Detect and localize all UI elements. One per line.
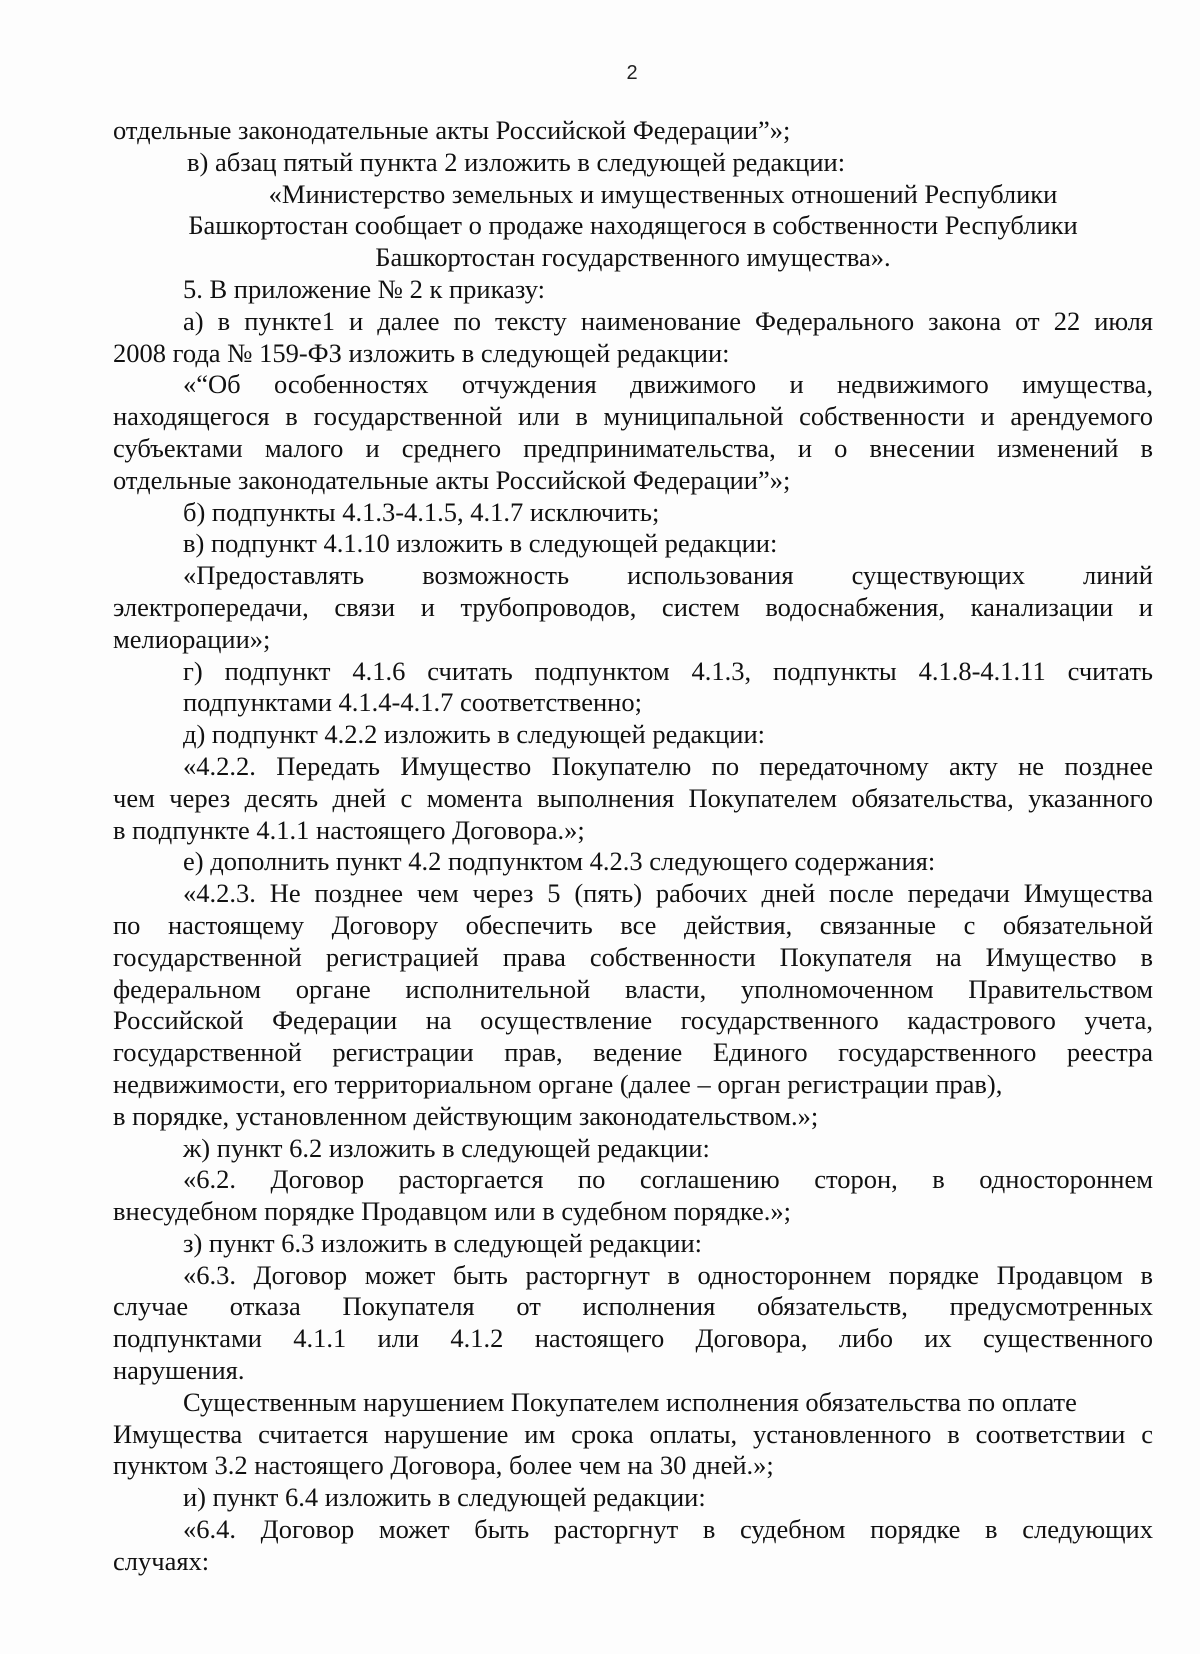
text-line: Башкортостан сообщает о продаже находящегося в собственности Республики xyxy=(188,210,1078,241)
text-line: в подпункте 4.1.1 настоящего Договора.»; xyxy=(113,814,585,845)
text-line: пунктом 3.2 настоящего Договора, более чем на 30 дней.»; xyxy=(113,1450,774,1481)
text-line: находящегося в государственной или в муниципальной собственности и арендуемого xyxy=(113,401,1153,432)
text-line: подпунктами 4.1.1 или 4.1.2 настоящего Договора, либо их существенного xyxy=(113,1323,1153,1354)
text-line: «4.2.3. Не позднее чем через 5 (пять) рабочих дней после передачи Имущества xyxy=(183,878,1153,909)
text-line: и) пункт 6.4 изложить в следующей редакции: xyxy=(183,1482,706,1513)
text-line: «Предоставлять возможность использования существующих линий xyxy=(183,560,1153,591)
text-line: государственной регистрации прав, ведение Единого государственного реестра xyxy=(113,1037,1153,1068)
page-number: 2 xyxy=(626,62,638,84)
text-line: отдельные законодательные акты Российской Федерации”»; xyxy=(113,115,791,145)
text-line: Российской Федерации на осуществление государственного кадастрового учета, xyxy=(113,1005,1153,1036)
text-line: Существенным нарушением Покупателем исполнения обязательства по оплате xyxy=(183,1386,1077,1417)
text-line: «6.4. Договор может быть расторгнут в судебном порядке в следующих xyxy=(183,1514,1153,1545)
text-line: подпунктами 4.1.4-4.1.7 соответственно; xyxy=(183,687,642,718)
text-line: недвижимости, его территориальном органе (далее – орган регистрации прав), xyxy=(113,1068,1003,1099)
text-line: ж) пункт 6.2 изложить в следующей редакции: xyxy=(183,1132,710,1163)
text-line: чем через десять дней с момента выполнения Покупателем обязательства, указанного xyxy=(113,782,1153,813)
text-line: е) дополнить пункт 4.2 подпунктом 4.2.3 следующего содержания: xyxy=(183,846,936,877)
text-line: федеральном органе исполнительной власти, уполномоченном Правительством xyxy=(113,973,1153,1004)
text-line: «6.2. Договор расторгается по соглашению сторон, в одностороннем xyxy=(183,1164,1153,1195)
text-line: по настоящему Договору обеспечить все действия, связанные с обязательной xyxy=(113,909,1153,940)
text-line: г) подпункт 4.1.6 считать подпунктом 4.1.3, подпункты 4.1.8-4.1.11 считать xyxy=(183,655,1153,686)
text-line: з) пункт 6.3 изложить в следующей редакции: xyxy=(183,1227,702,1258)
text-line: в) абзац пятый пункта 2 изложить в следующей редакции: xyxy=(187,146,846,177)
text-line: «6.3. Договор может быть расторгнут в одностороннем порядке Продавцом в xyxy=(183,1259,1153,1290)
text-line: отдельные законодательные акты Российской Федерации”»; xyxy=(113,464,791,495)
text-line: 2008 года № 159-ФЗ изложить в следующей редакции: xyxy=(113,337,730,368)
text-line: мелиорации»; xyxy=(113,623,271,654)
text-line: случае отказа Покупателя от исполнения обязательств, предусмотренных xyxy=(113,1291,1153,1322)
text-line: «“Об особенностях отчуждения движимого и недвижимого имущества, xyxy=(183,369,1153,400)
text-line: «Министерство земельных и имущественных отношений Республики xyxy=(268,178,1058,209)
text-line: субъектами малого и среднего предпринимательства, и о внесении изменений в xyxy=(113,432,1153,463)
text-line: внесудебном порядке Продавцом или в судебном порядке.»; xyxy=(113,1196,792,1227)
text-line: д) подпункт 4.2.2 изложить в следующей редакции: xyxy=(183,719,766,750)
text-line: Башкортостан государственного имущества». xyxy=(375,242,891,273)
text-line: «4.2.2. Передать Имущество Покупателю по передаточному акту не позднее xyxy=(183,750,1153,781)
text-line: а) в пункте1 и далее по тексту наименование Федерального закона от 22 июля xyxy=(183,305,1153,336)
text-line: нарушения. xyxy=(113,1355,245,1386)
text-line: 5. В приложение № 2 к приказу: xyxy=(183,273,546,304)
text-line: случаях: xyxy=(113,1545,210,1576)
text-line: электропередачи, связи и трубопроводов, систем водоснабжения, канализации и xyxy=(113,591,1153,622)
document-body xyxy=(113,115,1153,1578)
text-line: Имущества считается нарушение им срока оплаты, установленного в соответствии с xyxy=(113,1418,1153,1449)
text-line: в) подпункт 4.1.10 изложить в следующей редакции: xyxy=(183,528,778,559)
text-line: в порядке, установленном действующим законодательством.»; xyxy=(113,1100,819,1131)
text-line: государственной регистрацией права собственности Покупателя на Имущество в xyxy=(113,941,1153,972)
text-line: б) подпункты 4.1.3-4.1.5, 4.1.7 исключить; xyxy=(183,496,660,527)
